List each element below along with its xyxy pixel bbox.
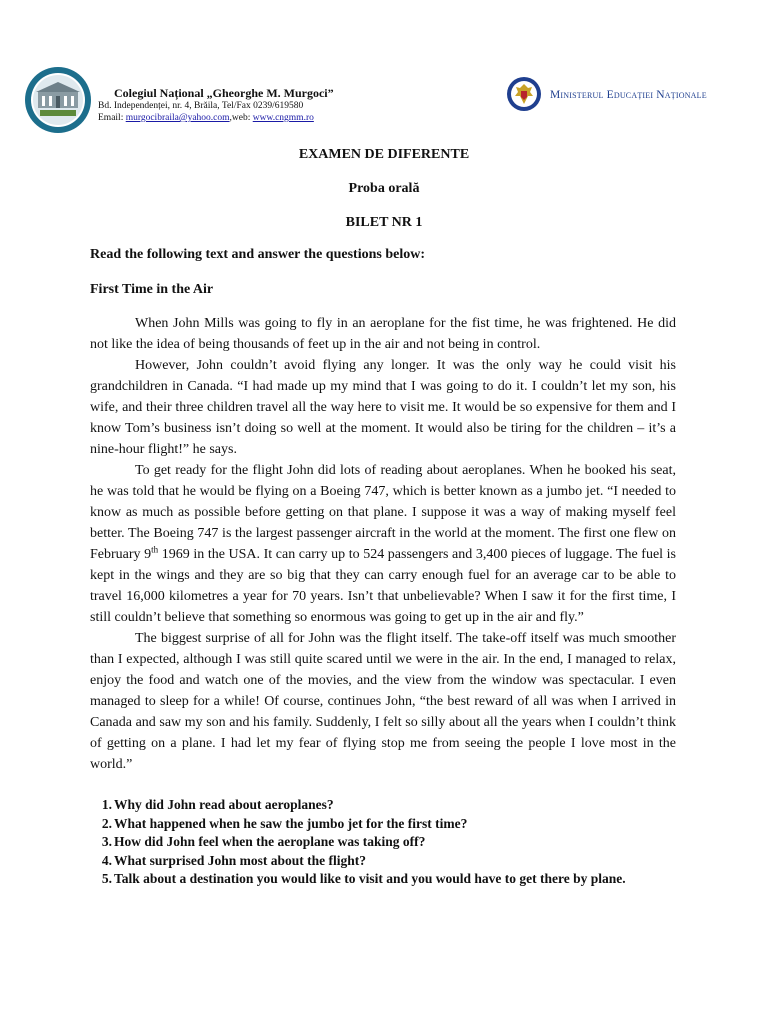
exam-title: EXAMEN DE DIFERENTE	[298, 147, 470, 162]
paragraph	[90, 460, 676, 628]
school-contact	[98, 112, 334, 124]
question-item	[90, 852, 680, 871]
instructions: Read the following text and answer the questions below:	[90, 247, 425, 262]
web-prefix: ,web:	[229, 113, 253, 123]
ticket-title: BILET NR 1	[345, 215, 423, 230]
school-seal-icon	[24, 66, 92, 134]
school-header	[98, 86, 334, 124]
ministry-name: Ministerul Educației Naționale	[550, 89, 707, 101]
question-item	[90, 815, 680, 834]
web-link[interactable]: www.cngmm.ro	[252, 113, 314, 123]
question-item	[90, 870, 680, 889]
question-item	[90, 796, 680, 815]
paragraph-part: 1969 in the USA. It can carry up to 524 passengers and 3,400 pieces of luggage. The fuel is kept in the wings and they are so big that they can carry enough fuel for an average car to be able to travel 16,000 kilometres a year for 70 years. Isn’t that unbelievable? When I saw it for the first time, I still couldn’t believe that something so enormous was going to get up in the air and fly.”	[90, 547, 676, 625]
paragraph-part: To get ready for the flight John did lots of reading about aeroplanes. When he booked his seat, he was told that he would be flying on a Boeing 747, which is better known as a jumbo jet. “I needed to know as much as possible before getting on that plane. I suppose it was a way of making myself feel better. The Boeing 747 is the largest passenger aircraft in the world at the moment. The first one flew on February 9	[90, 463, 676, 562]
question-text: What happened when he saw the jumbo jet for the first time?	[114, 815, 468, 831]
question-text: Why did John read about aeroplanes?	[114, 797, 334, 812]
paragraph: However, John couldn’t avoid flying any longer. It was the only way he could visit his grandchildren in Canada. “I had made up my mind that I was going to do it. I couldn’t let my son, his wife, and their three children travel all the way here to visit me. It would be so expensive for them and I know Tom’s business isn’t doing so well at the moment. It would also be tiring for the children – it’s a nine-hour flight!” he says.	[90, 358, 676, 457]
romania-coat-of-arms-icon	[506, 76, 542, 112]
question-number: 1.	[101, 797, 112, 812]
school-address: Bd. Independenței, nr. 4, Brăila, Tel/Fax 0239/619580	[98, 101, 304, 111]
question-text: What surprised John most about the flight?	[114, 852, 367, 868]
email-link[interactable]: murgocibraila@yahoo.com	[125, 113, 230, 123]
question-number: 5.	[101, 871, 112, 887]
question-number: 2.	[101, 815, 112, 831]
paragraph: When John Mills was going to fly in an aeroplane for the fist time, he was frightened. He did not like the idea of being thousands of feet up in the air and not being in control.	[90, 316, 676, 352]
superscript: th	[151, 544, 159, 555]
email-prefix: Email:	[98, 113, 126, 123]
paragraph: The biggest surprise of all for John was the flight itself. The take-off itself was much smoother than I expected, although I was still quite scared until we were in the air. In the end, I managed to relax, enjoy the food and watch one of the movies, and the view from the window was spectacular. I even managed to sleep for a while! Of course, continues John, “the best reward of all was when I arrived in Canada and saw my son and his family. Suddenly, I felt so silly about all the years when I couldn’t think of getting on a plane. I had let my fear of flying stop me from seeing the people I love most in the world.”	[90, 631, 676, 772]
story-text	[90, 313, 676, 775]
school-name: Colegiul Național „Gheorghe M. Murgoci”	[114, 86, 334, 100]
question-item	[90, 833, 680, 852]
questions-list	[90, 796, 680, 889]
story-title: First Time in the Air	[90, 282, 214, 297]
test-title: Proba orală	[348, 181, 420, 196]
question-text: Talk about a destination you would like to visit and you would have to get there by plane.	[114, 871, 626, 887]
question-number: 4.	[101, 852, 112, 868]
question-text: How did John feel when the aeroplane was taking off?	[114, 834, 426, 850]
question-number: 3.	[101, 834, 112, 850]
